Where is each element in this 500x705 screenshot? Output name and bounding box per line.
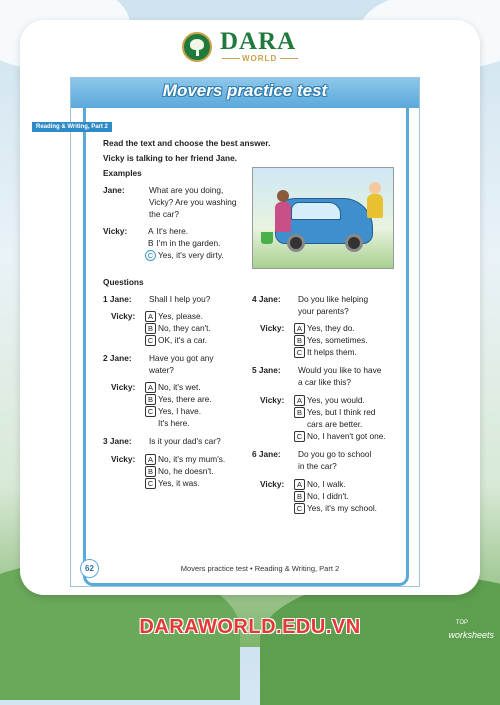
- car-window: [291, 202, 341, 220]
- option-box-c[interactable]: C: [145, 406, 156, 417]
- examples-heading: Examples: [103, 168, 142, 178]
- option-box-a[interactable]: A: [294, 395, 305, 406]
- q1-vicky-label: Vicky:: [111, 311, 136, 321]
- q2-label: 2 Jane:: [103, 353, 132, 363]
- q3-label: 3 Jane:: [103, 436, 132, 446]
- option-text: No, it's wet.: [158, 382, 201, 392]
- q1-label: 1 Jane:: [103, 294, 132, 304]
- option-text: Yes, but I think red: [307, 407, 376, 417]
- brand-subtitle: WORLD: [242, 54, 278, 63]
- option-box-b[interactable]: B: [145, 323, 156, 334]
- site-url[interactable]: DARAWORLD.EDU.VN: [139, 616, 361, 638]
- example-option-a: [147, 226, 188, 236]
- q1-option-a[interactable]: [145, 311, 203, 322]
- q6-option-c[interactable]: [294, 503, 377, 514]
- watermark: worksheets: [448, 630, 494, 640]
- q3-option-a[interactable]: [145, 454, 225, 465]
- q5-option-b-continued: cars are better.: [307, 419, 363, 429]
- option-text: Yes, they do.: [307, 323, 355, 333]
- option-box-b[interactable]: B: [145, 394, 156, 405]
- q4-question: Do you like helping: [298, 294, 369, 304]
- example-question-line: the car?: [149, 209, 179, 219]
- q6-question: Do you go to school: [298, 449, 372, 459]
- option-text: It's here.: [156, 226, 189, 236]
- instruction-context: Vicky is talking to her friend Jane.: [103, 153, 238, 163]
- instruction-main: Read the text and choose the best answer.: [103, 138, 271, 148]
- boy-figure-head: [369, 182, 381, 194]
- option-text: Yes, I have.: [158, 406, 202, 416]
- option-box-b[interactable]: B: [294, 491, 305, 502]
- wheel-icon: [287, 234, 305, 252]
- option-text: I'm in the garden.: [156, 238, 221, 248]
- q5-option-c[interactable]: [294, 431, 386, 442]
- example-question-line: Vicky? Are you washing: [149, 197, 237, 207]
- option-box-a[interactable]: A: [145, 311, 156, 322]
- wheel-icon: [345, 234, 363, 252]
- option-text: Yes, please.: [158, 311, 203, 321]
- footer-text: Movers practice test • Reading & Writing, Part 2: [180, 564, 340, 573]
- boy-figure: [367, 194, 383, 218]
- q2-option-a[interactable]: [145, 382, 201, 393]
- example-option-c: [145, 250, 224, 261]
- girl-figure: [275, 202, 291, 232]
- q5-vicky-label: Vicky:: [260, 395, 285, 405]
- option-text: Yes, it's my school.: [307, 503, 377, 513]
- q3-option-c[interactable]: [145, 478, 200, 489]
- q2-question: water?: [149, 365, 174, 375]
- q6-option-b[interactable]: [294, 491, 349, 502]
- q2-question: Have you got any: [149, 353, 214, 363]
- option-box-c[interactable]: C: [145, 335, 156, 346]
- q2-vicky-label: Vicky:: [111, 382, 136, 392]
- option-box-a[interactable]: A: [145, 454, 156, 465]
- option-text: OK, it's a car.: [158, 335, 208, 345]
- option-box-a[interactable]: A: [294, 323, 305, 334]
- brand-logo: [182, 30, 322, 64]
- option-text: Yes, you would.: [307, 395, 365, 405]
- q5-option-a[interactable]: [294, 395, 365, 406]
- brand-name: DARA: [220, 28, 297, 55]
- q5-question: a car like this?: [298, 377, 352, 387]
- q6-question: in the car?: [298, 461, 337, 471]
- option-text: Yes, sometimes.: [307, 335, 368, 345]
- q3-option-b[interactable]: [145, 466, 214, 477]
- option-box-a[interactable]: A: [294, 479, 305, 490]
- option-text: Yes, it was.: [158, 478, 200, 488]
- option-text: It helps them.: [307, 347, 357, 357]
- logo-divider: [280, 58, 298, 59]
- example-jane-label: Jane:: [103, 185, 125, 195]
- questions-heading: Questions: [103, 277, 144, 287]
- q6-vicky-label: Vicky:: [260, 479, 285, 489]
- q3-question: Is it your dad's car?: [149, 436, 221, 446]
- option-box-a[interactable]: A: [145, 382, 156, 393]
- q4-label: 4 Jane:: [252, 294, 281, 304]
- option-box-b[interactable]: B: [294, 407, 305, 418]
- bucket-icon: [261, 232, 273, 244]
- option-text: No, I walk.: [307, 479, 346, 489]
- q4-option-a[interactable]: [294, 323, 355, 334]
- page-title: Movers practice test: [162, 81, 328, 100]
- option-box-c[interactable]: C: [294, 431, 305, 442]
- q1-option-c[interactable]: [145, 335, 207, 346]
- q4-vicky-label: Vicky:: [260, 323, 285, 333]
- circled-answer-c: C: [145, 250, 156, 261]
- q4-option-c[interactable]: [294, 347, 357, 358]
- example-question-line: What are you doing,: [149, 185, 224, 195]
- page-number: 62: [80, 559, 99, 578]
- option-text: No, I haven't got one.: [307, 431, 386, 441]
- q2-option-b[interactable]: [145, 394, 212, 405]
- option-text: No, I didn't.: [307, 491, 349, 501]
- q5-label: 5 Jane:: [252, 365, 281, 375]
- q2-option-c[interactable]: [145, 406, 201, 417]
- q1-option-b[interactable]: [145, 323, 211, 334]
- q4-option-b[interactable]: [294, 335, 368, 346]
- q5-question: Would you like to have: [298, 365, 382, 375]
- option-text: No, he doesn't.: [158, 466, 214, 476]
- q5-option-b[interactable]: [294, 407, 375, 418]
- option-box-c[interactable]: C: [145, 478, 156, 489]
- example-vicky-label: Vicky:: [103, 226, 128, 236]
- option-letter: B: [148, 238, 154, 248]
- option-box-b[interactable]: B: [294, 335, 305, 346]
- option-box-b[interactable]: B: [145, 466, 156, 477]
- part-tag: Reading & Writing, Part 2: [32, 122, 112, 132]
- option-box-c[interactable]: C: [294, 347, 305, 358]
- q2-option-c-continued: It's here.: [158, 418, 190, 428]
- q4-question: your parents?: [298, 306, 349, 316]
- example-option-b: [147, 238, 220, 248]
- option-text: No, it's my mum's.: [158, 454, 226, 464]
- option-text: Yes, it's very dirty.: [158, 250, 224, 260]
- girl-figure-head: [277, 190, 289, 202]
- title-band: [71, 78, 419, 108]
- q3-vicky-label: Vicky:: [111, 454, 136, 464]
- option-text: No, they can't.: [158, 323, 211, 333]
- option-text: Yes, there are.: [158, 394, 212, 404]
- watermark-top: TOP: [455, 620, 468, 626]
- q6-label: 6 Jane:: [252, 449, 281, 459]
- option-letter: A: [148, 226, 154, 236]
- logo-divider: [222, 58, 240, 59]
- q6-option-a[interactable]: [294, 479, 346, 490]
- car-washing-illustration: [252, 167, 394, 269]
- q1-question: Shall I help you?: [149, 294, 211, 304]
- option-box-c[interactable]: C: [294, 503, 305, 514]
- tree-logo-icon: [182, 32, 212, 62]
